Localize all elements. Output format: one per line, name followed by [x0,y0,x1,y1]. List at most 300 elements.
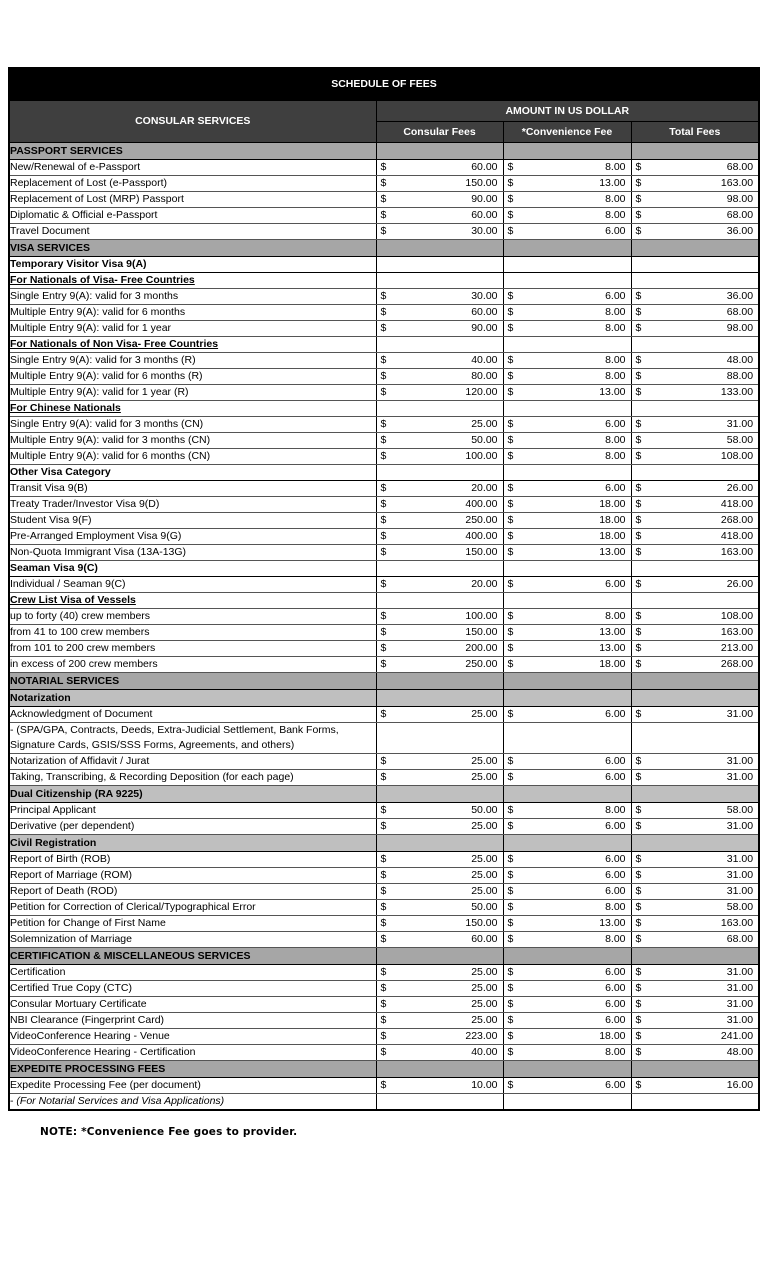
currency-symbol: $ [635,546,642,558]
currency-symbol: $ [635,322,642,334]
total-fee-cell [631,965,759,981]
convenience-fee-cell [503,481,631,497]
total-fee-cell [631,561,759,577]
amount-value: 108.00 [720,610,754,622]
amount-value: 26.00 [726,578,754,590]
service-label: Civil Registration [9,835,376,852]
amount-value: 8.00 [605,209,626,221]
amount-value: 8.00 [605,306,626,318]
service-label: Single Entry 9(A): valid for 3 months (CN) [9,417,376,433]
convenience-fee-cell [503,160,631,176]
currency-symbol: $ [507,1046,514,1058]
currency-symbol: $ [635,354,642,366]
currency-symbol: $ [380,869,387,881]
convenience-fee-cell [503,786,631,803]
service-label: Multiple Entry 9(A): valid for 6 months (R) [9,369,376,385]
consular-fee-cell [376,305,503,321]
service-label: Notarization of Affidavit / Jurat [9,754,376,770]
currency-symbol: $ [507,1030,514,1042]
total-fee-cell [631,786,759,803]
convenience-fee-cell [503,401,631,417]
consular-fee-cell [376,273,503,289]
label-prefix: - [10,1095,17,1107]
total-fees-header: Total Fees [631,122,759,143]
total-fee-cell [631,900,759,916]
fee-row [9,900,759,916]
amount-value: 48.00 [726,354,754,366]
consular-fee-cell [376,1045,503,1061]
service-label: VideoConference Hearing - Venue [9,1029,376,1045]
total-fee-cell [631,657,759,673]
amount-value: 18.00 [599,498,626,510]
convenience-fee-cell [503,932,631,948]
fee-row [9,192,759,208]
amount-value: 6.00 [605,755,626,767]
total-fee-cell [631,143,759,160]
consular-fee-cell [376,481,503,497]
currency-symbol: $ [507,804,514,816]
convenience-fee-cell [503,707,631,723]
amount-value: 8.00 [605,370,626,382]
consular-fee-cell [376,868,503,884]
service-label: Certified True Copy (CTC) [9,981,376,997]
service-label: Acknowledgment of Document [9,707,376,723]
currency-symbol: $ [635,933,642,945]
currency-symbol: $ [380,853,387,865]
total-fee-cell [631,289,759,305]
amount-value: 31.00 [726,885,754,897]
amount-value: 268.00 [720,658,754,670]
amount-value: 418.00 [720,530,754,542]
currency-symbol: $ [380,482,387,494]
currency-symbol: $ [507,418,514,430]
currency-symbol: $ [635,193,642,205]
subgroup-row [9,835,759,852]
convenience-fee-cell [503,723,631,754]
amount-value: 90.00 [471,193,498,205]
amount-value: 150.00 [465,626,498,638]
total-fee-cell [631,803,759,819]
consular-fee-cell [376,641,503,657]
fee-row [9,1078,759,1094]
amount-value: 98.00 [726,193,754,205]
fee-row [9,1094,759,1111]
subheading-row [9,593,759,609]
service-label: Dual Citizenship (RA 9225) [9,786,376,803]
amount-value: 68.00 [726,933,754,945]
amount-value: 6.00 [605,1079,626,1091]
consular-fee-cell [376,884,503,900]
consular-fee-cell [376,754,503,770]
amount-value: 88.00 [726,370,754,382]
currency-symbol: $ [635,225,642,237]
amount-value: 25.00 [471,820,498,832]
total-fee-cell [631,465,759,481]
amount-value: 58.00 [726,434,754,446]
consular-fee-cell [376,449,503,465]
amount-value: 6.00 [605,708,626,720]
convenience-fee-cell [503,273,631,289]
amount-value: 31.00 [726,966,754,978]
amount-value: 241.00 [720,1030,754,1042]
amount-value: 6.00 [605,869,626,881]
amount-value: 250.00 [465,514,498,526]
convenience-fee-cell [503,965,631,981]
total-fee-cell [631,529,759,545]
consular-fee-cell [376,1078,503,1094]
fee-row [9,723,759,754]
currency-symbol: $ [635,1046,642,1058]
amount-value: 60.00 [471,306,498,318]
amount-value: 200.00 [465,642,498,654]
amount-value: 31.00 [726,1014,754,1026]
currency-symbol: $ [380,658,387,670]
amount-value: 20.00 [471,482,498,494]
amount-value: 25.00 [471,982,498,994]
currency-symbol: $ [635,626,642,638]
section-row [9,673,759,690]
amount-value: 80.00 [471,370,498,382]
amount-value: 50.00 [471,901,498,913]
consular-services-header: CONSULAR SERVICES [9,101,376,143]
amount-value: 25.00 [471,966,498,978]
convenience-fee-cell [503,577,631,593]
consular-fee-cell [376,803,503,819]
consular-fee-cell [376,852,503,868]
fee-row [9,657,759,673]
currency-symbol: $ [507,642,514,654]
amount-value: 163.00 [720,546,754,558]
total-fee-cell [631,449,759,465]
currency-symbol: $ [380,177,387,189]
currency-symbol: $ [507,578,514,590]
fee-row [9,625,759,641]
currency-symbol: $ [380,901,387,913]
consular-fee-cell [376,609,503,625]
amount-value: 25.00 [471,418,498,430]
currency-symbol: $ [635,386,642,398]
consular-fee-cell [376,561,503,577]
amount-value: 13.00 [599,386,626,398]
amount-value: 8.00 [605,354,626,366]
fees-table-body [9,143,759,1111]
consular-fee-cell [376,932,503,948]
total-fee-cell [631,369,759,385]
total-fee-cell [631,353,759,369]
subgroup-row [9,786,759,803]
currency-symbol: $ [507,434,514,446]
total-fee-cell [631,754,759,770]
consular-fee-cell [376,497,503,513]
amount-value: 60.00 [471,161,498,173]
convenience-fee-cell [503,997,631,1013]
amount-value: 31.00 [726,755,754,767]
currency-symbol: $ [380,998,387,1010]
service-label: VideoConference Hearing - Certification [9,1045,376,1061]
currency-symbol: $ [380,290,387,302]
currency-symbol: $ [507,482,514,494]
currency-symbol: $ [380,161,387,173]
currency-symbol: $ [635,885,642,897]
fee-row [9,916,759,932]
amount-value: 31.00 [726,820,754,832]
currency-symbol: $ [635,1030,642,1042]
fee-row [9,353,759,369]
total-fee-cell [631,497,759,513]
amount-value: 6.00 [605,820,626,832]
total-fee-cell [631,433,759,449]
service-label: Seaman Visa 9(C) [9,561,376,577]
currency-symbol: $ [380,578,387,590]
consular-fee-cell [376,545,503,561]
amount-value: 25.00 [471,771,498,783]
amount-value: 268.00 [720,514,754,526]
currency-symbol: $ [507,386,514,398]
amount-value: 90.00 [471,322,498,334]
subheading-row [9,401,759,417]
total-fee-cell [631,305,759,321]
service-label: Diplomatic & Official e-Passport [9,208,376,224]
currency-symbol: $ [507,546,514,558]
currency-symbol: $ [380,610,387,622]
fee-row [9,545,759,561]
consular-fee-cell [376,417,503,433]
currency-symbol: $ [635,642,642,654]
consular-fee-cell [376,770,503,786]
amount-value: 6.00 [605,771,626,783]
consular-fee-cell [376,433,503,449]
amount-value: 8.00 [605,933,626,945]
amount-value: 8.00 [605,1046,626,1058]
convenience-fee-cell [503,192,631,208]
currency-symbol: $ [635,1079,642,1091]
amount-value: 8.00 [605,322,626,334]
currency-symbol: $ [380,933,387,945]
convenience-fee-cell [503,208,631,224]
convenience-fee-cell [503,1061,631,1078]
fee-row [9,529,759,545]
currency-symbol: $ [507,610,514,622]
convenience-fee-cell [503,803,631,819]
total-fee-cell [631,1094,759,1111]
currency-symbol: $ [635,177,642,189]
currency-symbol: $ [635,161,642,173]
currency-symbol: $ [507,530,514,542]
service-label: from 41 to 100 crew members [9,625,376,641]
amount-value: 50.00 [471,804,498,816]
total-fee-cell [631,337,759,353]
subgroup-row [9,465,759,481]
consular-fees-header: Consular Fees [376,122,503,143]
amount-value: 8.00 [605,901,626,913]
currency-symbol: $ [635,450,642,462]
convenience-fee-note: NOTE: *Convenience Fee goes to provider. [40,1126,298,1138]
service-label: Non-Quota Immigrant Visa (13A-13G) [9,545,376,561]
convenience-fee-cell [503,1013,631,1029]
currency-symbol: $ [380,306,387,318]
consular-fee-cell [376,337,503,353]
fee-row [9,1045,759,1061]
total-fee-cell [631,835,759,852]
convenience-fee-cell [503,143,631,160]
consular-fee-cell [376,690,503,707]
service-label: - (SPA/GPA, Contracts, Deeds, Extra-Judicial Settlement, Bank Forms, Signature Cards, GSIS/SSS Forms, Agreements, and others) [9,723,376,754]
service-label: Report of Death (ROD) [9,884,376,900]
currency-symbol: $ [507,982,514,994]
currency-symbol: $ [635,578,642,590]
total-fee-cell [631,673,759,690]
amount-value: 18.00 [599,658,626,670]
convenience-fee-cell [503,673,631,690]
fee-row [9,577,759,593]
currency-symbol: $ [507,498,514,510]
convenience-fee-cell [503,369,631,385]
amount-value: 133.00 [720,386,754,398]
currency-symbol: $ [507,917,514,929]
convenience-fee-cell [503,900,631,916]
consular-fee-cell [376,192,503,208]
table-title: SCHEDULE OF FEES [9,68,759,101]
service-label [9,337,376,353]
service-label: Multiple Entry 9(A): valid for 1 year (R) [9,385,376,401]
service-label: from 101 to 200 crew members [9,641,376,657]
consular-fee-cell [376,1094,503,1111]
currency-symbol: $ [380,225,387,237]
total-fee-cell [631,224,759,240]
currency-symbol: $ [380,1014,387,1026]
consular-fee-cell [376,240,503,257]
currency-symbol: $ [380,514,387,526]
consular-fee-cell [376,143,503,160]
currency-symbol: $ [635,820,642,832]
total-fee-cell [631,577,759,593]
currency-symbol: $ [635,771,642,783]
convenience-fee-cell [503,513,631,529]
service-label: Single Entry 9(A): valid for 3 months (R) [9,353,376,369]
amount-value: 58.00 [726,901,754,913]
amount-value: 31.00 [726,853,754,865]
amount-value: 8.00 [605,193,626,205]
currency-symbol: $ [635,610,642,622]
amount-value: 8.00 [605,450,626,462]
amount-value: 40.00 [471,1046,498,1058]
total-fee-cell [631,208,759,224]
convenience-fee-cell [503,417,631,433]
currency-symbol: $ [635,530,642,542]
total-fee-cell [631,852,759,868]
convenience-fee-cell [503,305,631,321]
fee-row [9,997,759,1013]
amount-value: 6.00 [605,290,626,302]
fee-row [9,305,759,321]
service-label: in excess of 200 crew members [9,657,376,673]
amount-value: 150.00 [465,546,498,558]
convenience-fee-cell [503,433,631,449]
subheading-text: For Nationals of Visa- Free Countries [10,274,195,286]
service-label: Student Visa 9(F) [9,513,376,529]
convenience-fee-cell [503,257,631,273]
currency-symbol: $ [635,708,642,720]
amount-value: 6.00 [605,1014,626,1026]
currency-symbol: $ [635,853,642,865]
amount-value: 6.00 [605,982,626,994]
amount-value: 223.00 [465,1030,498,1042]
amount-value: 400.00 [465,530,498,542]
amount-value: 25.00 [471,708,498,720]
consular-fee-cell [376,513,503,529]
amount-value: 8.00 [605,434,626,446]
service-label: up to forty (40) crew members [9,609,376,625]
amount-value: 36.00 [726,225,754,237]
subgroup-row [9,690,759,707]
total-fee-cell [631,1078,759,1094]
service-label: PASSPORT SERVICES [9,143,376,160]
convenience-fee-cell [503,289,631,305]
total-fee-cell [631,1061,759,1078]
currency-symbol: $ [380,982,387,994]
service-label: Replacement of Lost (e-Passport) [9,176,376,192]
currency-symbol: $ [507,901,514,913]
fee-row [9,497,759,513]
currency-symbol: $ [635,804,642,816]
convenience-fee-cell [503,948,631,965]
currency-symbol: $ [380,708,387,720]
currency-symbol: $ [380,966,387,978]
consular-fee-cell [376,369,503,385]
convenience-fee-cell [503,916,631,932]
total-fee-cell [631,770,759,786]
service-label: Treaty Trader/Investor Visa 9(D) [9,497,376,513]
service-label: NOTARIAL SERVICES [9,673,376,690]
currency-symbol: $ [507,209,514,221]
amount-value: 100.00 [465,450,498,462]
consular-fee-cell [376,465,503,481]
currency-symbol: $ [507,933,514,945]
amount-value: 13.00 [599,917,626,929]
amount-value: 13.00 [599,177,626,189]
total-fee-cell [631,932,759,948]
total-fee-cell [631,625,759,641]
section-row [9,948,759,965]
amount-value: 20.00 [471,578,498,590]
convenience-fee-cell [503,1078,631,1094]
currency-symbol: $ [380,1079,387,1091]
consular-fee-cell [376,257,503,273]
currency-symbol: $ [507,998,514,1010]
total-fee-cell [631,641,759,657]
amount-value: 60.00 [471,209,498,221]
total-fee-cell [631,884,759,900]
currency-symbol: $ [507,370,514,382]
convenience-fee-header: *Convenience Fee [503,122,631,143]
total-fee-cell [631,401,759,417]
amount-value: 150.00 [465,177,498,189]
total-fee-cell [631,176,759,192]
amount-value: 120.00 [465,386,498,398]
currency-symbol: $ [507,755,514,767]
fee-row [9,852,759,868]
currency-symbol: $ [380,546,387,558]
convenience-fee-cell [503,353,631,369]
currency-symbol: $ [507,193,514,205]
currency-symbol: $ [507,290,514,302]
currency-symbol: $ [380,498,387,510]
currency-symbol: $ [635,869,642,881]
currency-symbol: $ [380,530,387,542]
currency-symbol: $ [507,771,514,783]
convenience-fee-cell [503,819,631,835]
service-label: Multiple Entry 9(A): valid for 1 year [9,321,376,337]
